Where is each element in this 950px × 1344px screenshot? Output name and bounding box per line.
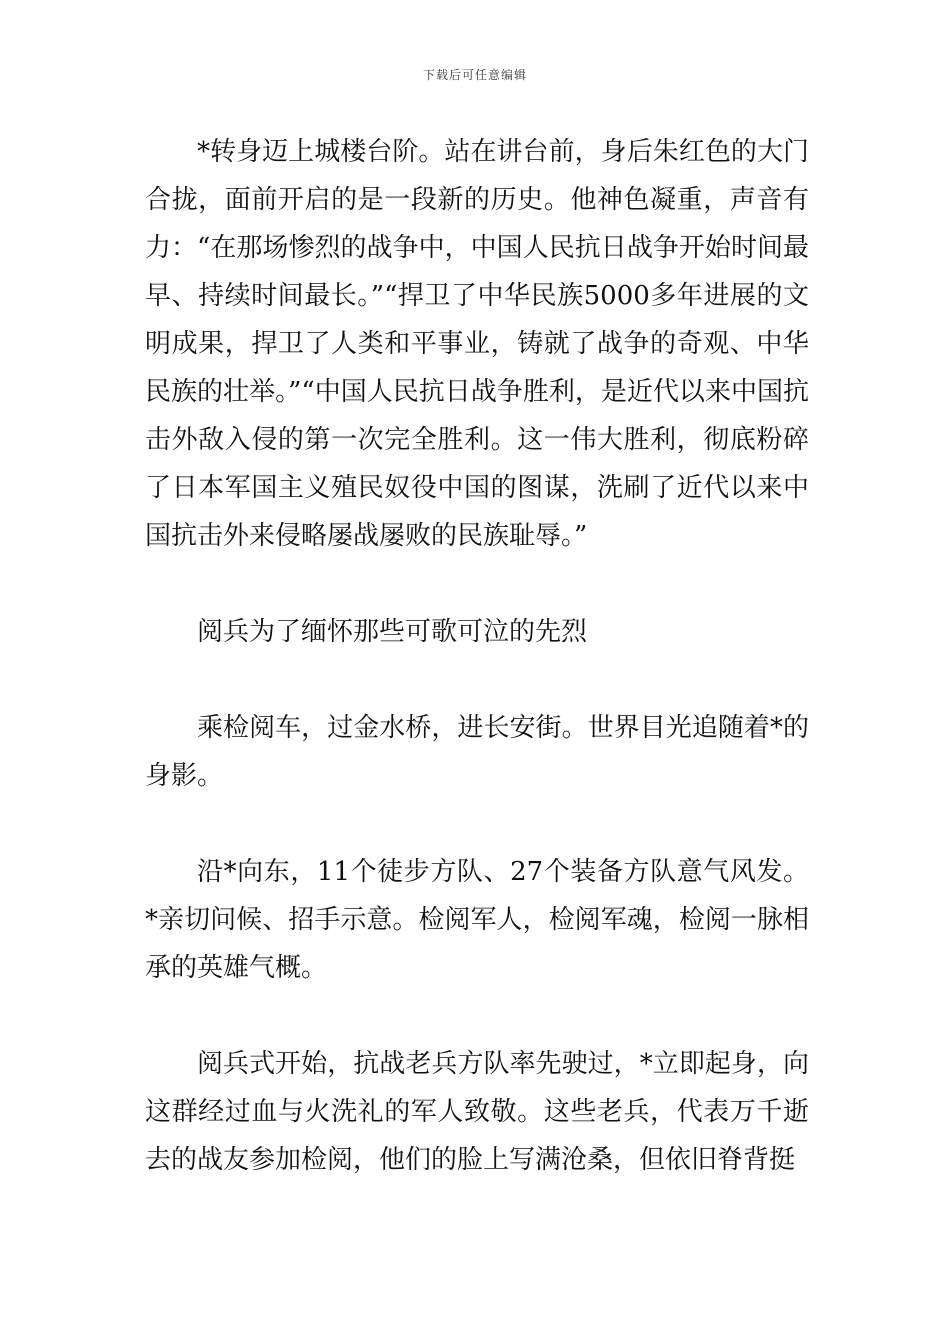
paragraph-speech: *转身迈上城楼台阶。站在讲台前，身后朱红色的大门合拢，面前开启的是一段新的历史。他神色凝重，声音有力：“在那场惨烈的战争中，中国人民抗日战争开始时间最早、持续时间最长。”“捍卫了中华民族5000多年进展的文明成果，捍卫了人类和平事业，铸就了战争的奇观、中华民族的壮举。”“中国人民抗日战争胜利，是近代以来中国抗击外敌入侵的第一次完全胜利。这一伟大胜利，彻底粉碎了日本军国主义殖民奴役中国的图谋，洗刷了近代以来中国抗击外来侵略屡战屡败的民族耻辱。” xyxy=(145,137,809,551)
page-header: 下载后可任意编辑 xyxy=(422,68,527,82)
document-body xyxy=(145,128,809,1184)
paragraph-formations: 沿*向东，11个徒步方队、27个装备方队意气风发。*亲切问候、招手示意。检阅军人，检阅军魂，检阅一脉相承的英雄气概。 xyxy=(145,857,809,983)
paragraph-inspection-car: 乘检阅车，过金水桥，进长安街。世界目光追随着*的身影。 xyxy=(145,713,809,791)
paragraph-heading-commemoration: 阅兵为了缅怀那些可歌可泣的先烈 xyxy=(197,617,588,647)
paragraph-veterans: 阅兵式开始，抗战老兵方队率先驶过，*立即起身，向这群经过血与火洗礼的军人致敬。这些老兵，代表万千逝去的战友参加检阅，他们的脸上写满沧桑，但依旧脊背挺 xyxy=(145,1049,809,1175)
